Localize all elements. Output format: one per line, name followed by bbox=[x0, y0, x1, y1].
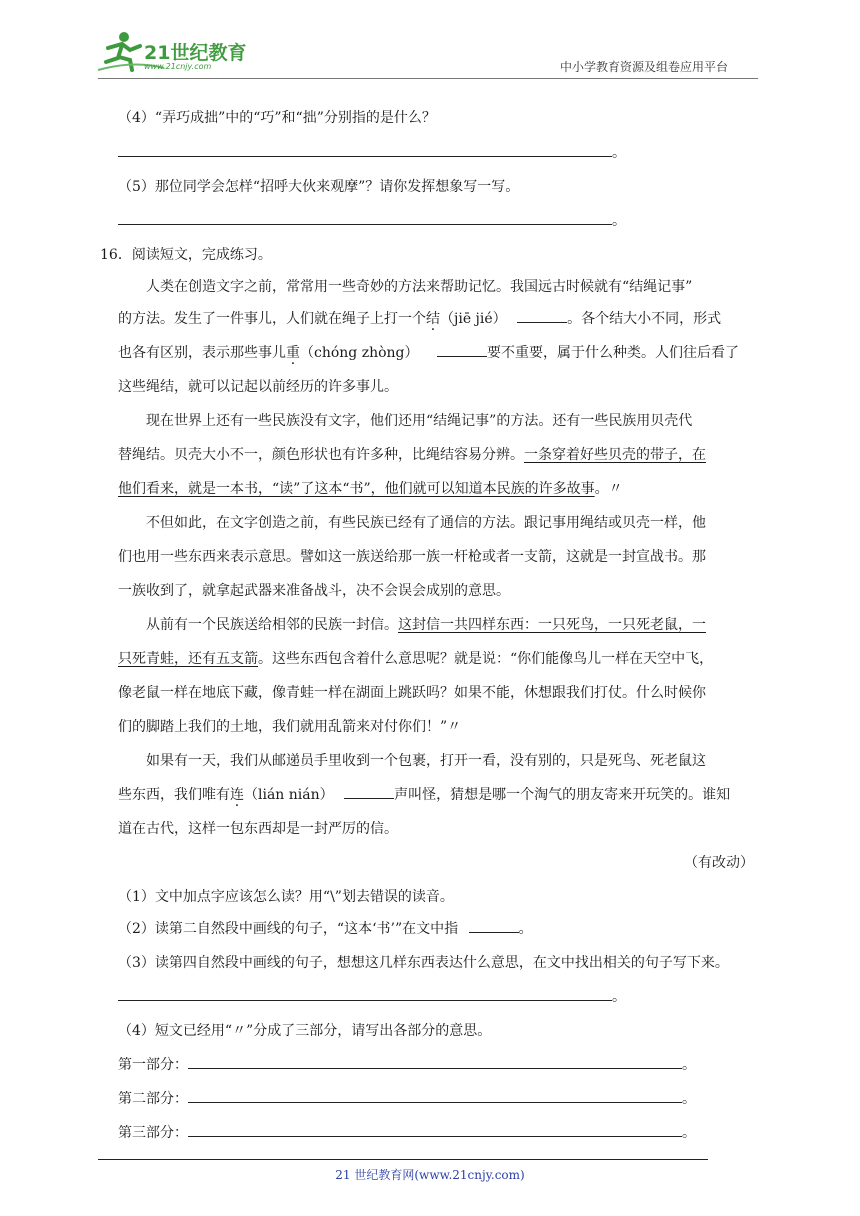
underlined-sentence: 他们看来，就是一本书，“读”了这本“书”，他们就可以知道本民族的许多故事 bbox=[118, 481, 595, 497]
logo-url: www.21cnjy.com bbox=[144, 62, 212, 71]
fill-blank[interactable] bbox=[344, 784, 394, 799]
header-divider bbox=[98, 78, 758, 79]
passage-p3-l2: 们也用一些东西来表示意思。譬如这一族送给那一族一杆枪或者一支箭，这就是一封宣战书。那 bbox=[118, 549, 706, 565]
passage-p5-l2: 些东西，我们唯有连（lián nián） 声叫怪，猜想是哪一个淘气的朋友寄来开玩笑的。谁知 bbox=[118, 784, 730, 804]
sub-question-2: （2）读第二自然段中画线的句子，“这本‘书’”在文中指 。 bbox=[118, 918, 533, 938]
passage-p1-l1: 人类在创造文字之前，常常用一些奇妙的方法来帮助记忆。我国远古时候就有“结绳记事” bbox=[146, 279, 693, 295]
fill-blank[interactable] bbox=[437, 342, 487, 357]
passage-p2-l1: 现在世界上还有一些民族没有文字，他们还用“结绳记事”的方法。还有一些民族用贝壳代 bbox=[146, 413, 693, 429]
answer-blank[interactable] bbox=[118, 142, 612, 157]
answer-blank[interactable] bbox=[188, 1054, 682, 1069]
part-2-line: 第二部分： 。 bbox=[118, 1088, 696, 1108]
passage-p3-l3: 一族收到了，就拿起武器来准备战斗，决不会误会成别的意思。 bbox=[118, 583, 510, 599]
question-16-title: 16．阅读短文，完成练习。 bbox=[100, 247, 272, 263]
passage-p1-l2: 的方法。发生了一件事儿，人们就在绳子上打一个结（jiē jié） 。各个结大小不同，形式 bbox=[118, 308, 721, 328]
answer-blank[interactable] bbox=[118, 210, 612, 225]
underlined-sentence: 一条穿着好些贝壳的带子，在 bbox=[524, 447, 706, 463]
answer-line-4: 。 bbox=[118, 142, 626, 162]
answer-blank[interactable] bbox=[188, 1122, 682, 1137]
part-1-line: 第一部分： 。 bbox=[118, 1054, 696, 1074]
sub-question-4: （4）短文已经用“〃”分成了三部分，请写出各部分的意思。 bbox=[118, 1023, 492, 1039]
fill-blank[interactable] bbox=[469, 918, 519, 933]
passage-p4-l1: 从前有一个民族送给相邻的民族一封信。这封信一共四样东西：一只死鸟，一只死老鼠，一 bbox=[146, 617, 706, 633]
answer-blank[interactable] bbox=[118, 986, 612, 1001]
footer-divider bbox=[98, 1159, 708, 1160]
source-note: （有改动） bbox=[684, 855, 754, 871]
logo-text: 21世纪教育 bbox=[144, 42, 247, 64]
sub-question-1: （1）文中加点字应该怎么读？用“\”划去错误的读音。 bbox=[118, 889, 454, 905]
page-header bbox=[0, 0, 860, 90]
passage-p3-l1: 不但如此，在文字创造之前，有些民族已经有了通信的方法。跟记事用绳结或贝壳一样，他 bbox=[146, 515, 706, 531]
dotted-char: 连 bbox=[230, 787, 244, 803]
header-tagline: 中小学教育资源及组卷应用平台 bbox=[560, 60, 729, 74]
passage-p4-l2: 只死青蛙，还有五支箭。这些东西包含着什么意思呢？就是说：“你们能像鸟儿一样在天空中飞， bbox=[118, 651, 714, 667]
fill-blank[interactable] bbox=[517, 308, 567, 323]
dotted-char: 重 bbox=[286, 345, 300, 361]
passage-p5-l1: 如果有一天，我们从邮递员手里收到一个包裹，打开一看，没有别的，只是死鸟、死老鼠这 bbox=[146, 753, 706, 769]
part-3-line: 第三部分： 。 bbox=[118, 1122, 696, 1142]
passage-p2-l2: 替绳结。贝壳大小不一，颜色形状也有许多种，比绳结容易分辨。一条穿着好些贝壳的带子，在 bbox=[118, 447, 706, 463]
passage-p1-l3: 也各有区别，表示那些事儿重（chóng zhòng） 要不重要，属于什么种类。人们往后看了 bbox=[118, 342, 739, 362]
sub-question-3: （3）读第四自然段中画线的句子，想想这几样东西表达什么意思，在文中找出相关的句子写下来。 bbox=[118, 955, 729, 971]
footer-text: 21 世纪教育网(www.21cnjy.com) bbox=[335, 1168, 525, 1182]
answer-blank[interactable] bbox=[188, 1088, 682, 1103]
question-4: （4）“弄巧成拙”中的“巧”和“拙”分别指的是什么？ bbox=[118, 110, 436, 126]
answer-line-3: 。 bbox=[118, 986, 626, 1006]
question-5: （5）那位同学会怎样“招呼大伙来观摩”？请你发挥想象写一写。 bbox=[118, 179, 520, 195]
passage-p2-l3: 他们看来，就是一本书，“读”了这本“书”，他们就可以知道本民族的许多故事。〃 bbox=[118, 481, 623, 497]
passage-p4-l3: 像老鼠一样在地底下藏，像青蛙一样在湖面上跳跃吗？如果不能，休想跟我们打仗。什么时候你 bbox=[118, 685, 706, 701]
answer-line-5: 。 bbox=[118, 210, 626, 230]
passage-p5-l3: 道在古代，这样一包东西却是一封严厉的信。 bbox=[118, 821, 398, 837]
dotted-char: 结 bbox=[426, 311, 440, 327]
passage-p4-l4: 们的脚踏上我们的土地，我们就用乱箭来对付你们！”〃 bbox=[118, 719, 462, 735]
site-logo bbox=[94, 30, 264, 78]
underlined-sentence: 这封信一共四样东西：一只死鸟，一只死老鼠，一 bbox=[398, 617, 706, 633]
passage-p1-l4: 这些绳结，就可以记起以前经历的许多事儿。 bbox=[118, 379, 398, 395]
underlined-sentence: 只死青蛙，还有五支箭 bbox=[118, 651, 258, 667]
